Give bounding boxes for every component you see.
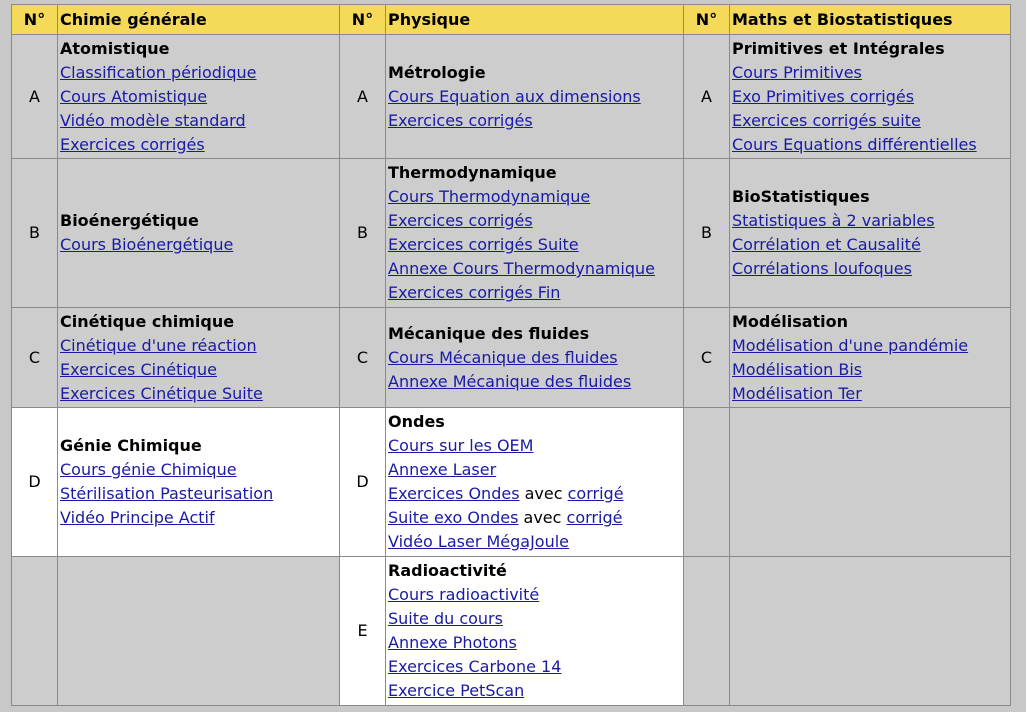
header-physique: Physique: [386, 5, 684, 35]
table-row: [12, 557, 1011, 706]
link[interactable]: Exercices Ondes: [388, 484, 520, 503]
link[interactable]: Exercices corrigés suite: [732, 110, 921, 130]
connector-text: avec: [519, 484, 568, 503]
row-num: B: [684, 159, 730, 308]
table-row: [12, 159, 1011, 308]
cell-maths: [730, 35, 1011, 159]
section-title: Ondes: [388, 412, 445, 431]
section-title: Primitives et Intégrales: [732, 38, 945, 58]
link[interactable]: Cours Equation aux dimensions: [388, 86, 641, 106]
link[interactable]: Cours Thermodynamique: [388, 187, 591, 206]
link[interactable]: Modélisation d'une pandémie: [732, 335, 969, 355]
row-num: C: [340, 308, 386, 408]
section-title: Atomistique: [60, 38, 170, 58]
row-num: B: [340, 159, 386, 308]
link[interactable]: Modélisation Bis: [732, 359, 863, 379]
row-num: A: [12, 35, 58, 159]
link[interactable]: Annexe Cours Thermodynamique: [388, 259, 655, 278]
link[interactable]: Vidéo Laser MégaJoule: [388, 532, 570, 551]
link[interactable]: Exercices Cinétique Suite: [60, 383, 263, 403]
row-num: D: [340, 408, 386, 557]
link[interactable]: Exercices corrigés Suite: [388, 235, 579, 254]
cell-physique: [386, 308, 684, 408]
link[interactable]: Annexe Photons: [388, 633, 517, 652]
link[interactable]: Exercices corrigés: [60, 134, 205, 154]
row-num: B: [12, 159, 58, 308]
header-chimie: Chimie générale: [58, 5, 340, 35]
section-title: Métrologie: [388, 62, 486, 82]
table-row: [12, 308, 1011, 408]
link[interactable]: Exercices corrigés: [388, 211, 533, 230]
cell-physique: [386, 408, 684, 557]
link-corrige[interactable]: corrigé: [566, 508, 623, 527]
connector-text: avec: [518, 508, 567, 527]
header-row: [12, 5, 1011, 35]
cell-chimie: [58, 308, 340, 408]
row-num: A: [684, 35, 730, 159]
link[interactable]: Corrélation et Causalité: [732, 235, 921, 254]
link[interactable]: Suite exo Ondes: [388, 508, 519, 527]
cell-physique: [386, 35, 684, 159]
table-row: [12, 408, 1011, 557]
link[interactable]: Vidéo modèle standard: [60, 110, 246, 130]
header-num-1: N°: [12, 5, 58, 35]
section-title: Bioénergétique: [60, 211, 199, 230]
cell-maths-empty: [730, 408, 1011, 557]
link[interactable]: Statistiques à 2 variables: [732, 211, 935, 230]
header-maths: Maths et Biostatistiques: [730, 5, 1011, 35]
header-num-3: N°: [684, 5, 730, 35]
link[interactable]: Exercices Carbone 14: [388, 657, 562, 676]
header-num-2: N°: [340, 5, 386, 35]
link[interactable]: Modélisation Ter: [732, 383, 862, 403]
row-num: D: [12, 408, 58, 557]
row-num: A: [340, 35, 386, 159]
cell-chimie: [58, 35, 340, 159]
link[interactable]: Cours radioactivité: [388, 585, 540, 604]
link[interactable]: Exercices Cinétique: [60, 359, 217, 379]
mixed-line: [388, 482, 681, 506]
link[interactable]: Corrélations loufoques: [732, 259, 912, 278]
link[interactable]: Suite du cours: [388, 609, 503, 628]
link[interactable]: Exercices corrigés Fin: [388, 283, 561, 302]
link[interactable]: Cours Atomistique: [60, 86, 208, 106]
cell-chimie-empty: [58, 557, 340, 706]
cell-physique: [386, 159, 684, 308]
row-num: E: [340, 557, 386, 706]
link[interactable]: Cours Equations différentielles: [732, 134, 977, 154]
row-num: C: [684, 308, 730, 408]
link[interactable]: Annexe Laser: [388, 460, 497, 479]
row-num-empty: [684, 408, 730, 557]
link[interactable]: Exercice PetScan: [388, 681, 525, 700]
cell-chimie: [58, 408, 340, 557]
row-num-empty: [684, 557, 730, 706]
link[interactable]: Vidéo Principe Actif: [60, 508, 215, 527]
section-title: Génie Chimique: [60, 436, 202, 455]
cell-physique: [386, 557, 684, 706]
cell-maths-empty: [730, 557, 1011, 706]
table-row: [12, 35, 1011, 159]
mixed-line: [388, 506, 681, 530]
link[interactable]: Cours Primitives: [732, 62, 862, 82]
cell-chimie: [58, 159, 340, 308]
link[interactable]: Exercices corrigés: [388, 110, 533, 130]
link[interactable]: Stérilisation Pasteurisation: [60, 484, 274, 503]
link[interactable]: Cours génie Chimique: [60, 460, 237, 479]
section-title: Modélisation: [732, 311, 849, 331]
cell-maths: [730, 159, 1011, 308]
section-title: Mécanique des fluides: [388, 323, 590, 343]
link-corrige[interactable]: corrigé: [567, 484, 624, 503]
section-title: Cinétique chimique: [60, 311, 235, 331]
row-num: C: [12, 308, 58, 408]
section-title: BioStatistiques: [732, 187, 870, 206]
courses-table: [11, 4, 1011, 706]
cell-maths: [730, 308, 1011, 408]
link[interactable]: Annexe Mécanique des fluides: [388, 371, 632, 391]
row-num-empty: [12, 557, 58, 706]
link[interactable]: Exo Primitives corrigés: [732, 86, 915, 106]
section-title: Thermodynamique: [388, 163, 557, 182]
section-title: Radioactivité: [388, 561, 507, 580]
link[interactable]: Cours Mécanique des fluides: [388, 347, 618, 367]
link[interactable]: Cours sur les OEM: [388, 436, 534, 455]
link[interactable]: Cinétique d'une réaction: [60, 335, 257, 355]
link[interactable]: Classification périodique: [60, 62, 257, 82]
link[interactable]: Cours Bioénergétique: [60, 235, 234, 254]
